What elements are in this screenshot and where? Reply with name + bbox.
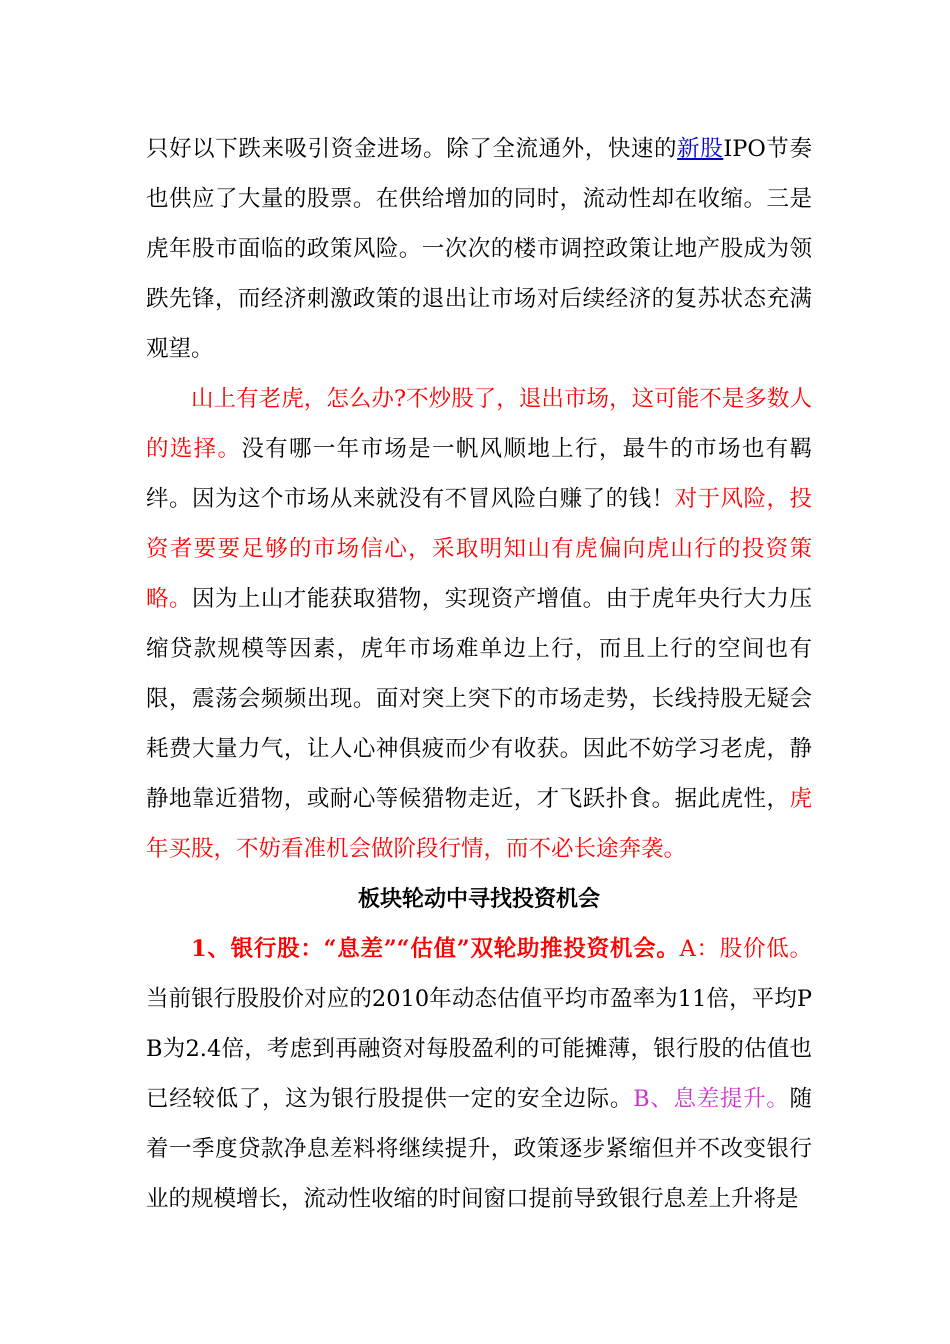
red-emphasis-text: A：股价低。 [679,936,812,962]
text-segment: 当前银行股股价对应的2010年动态估值平均市盈率为11倍，平均PB为2.4倍，考虑到再融资对每股盈利的可能摊薄，银行股的估值也已经较低了，这为银行股提供一定的安全边际。 [146,986,812,1112]
text-segment: 只好以下跌来吸引资金进场。除了全流通外，快速的 [146,136,678,162]
text-segment: 没有哪一年市场是一帆风顺地上行，最牛的市场也有羁绊。因为这个市场从来就没有不冒风险白赚了的钱！ [146,436,812,512]
section-heading-wrap [146,874,812,924]
paragraph-market-risks [146,124,812,374]
bank-stock-title: 1、银行股：“息差”“估值”双轮助推投资机会。 [191,936,680,962]
text-segment: 因为上山才能获取猎物，实现资产增值。由于虎年央行大力压缩贷款规模等因素，虎年市场难单边上行，而且上行的空间也有限，震荡会频频出现。面对突上突下的市场走势，长线持股无疑会耗费大量力气，让人心神俱疲而少有收获。因此不妨学习老虎，静静地靠近猎物，或耐心等候猎物走近，才飞跃扑食。据此虎性， [146,586,812,812]
red-emphasis-text: 山上有老虎，怎么办?不炒股了，退出市场，这可能不是多数人的选择。 [146,386,812,462]
text-segment: IPO节奏也供应了大量的股票。在供给增加的同时，流动性却在收缩。三是虎年股市面临的政策风险。一次次的楼市调控政策让地产股成为领跌先锋，而经济刺激政策的退出让市场对后续经济的复苏状态充满观望。 [146,136,812,362]
text-segment: 随着一季度贷款净息差料将继续提升，政策逐步紧缩但并不改变银行业的规模增长，流动性收缩的时间窗口提前导致银行息差上升将是 [146,1086,812,1212]
magenta-emphasis-text: B、息差提升。 [633,1086,790,1112]
paragraph-bank-stocks [146,924,812,1224]
document-page [146,124,812,1224]
section-heading: 板块轮动中寻找投资机会 [357,886,600,912]
paragraph-tiger-strategy [146,374,812,874]
new-stock-link[interactable]: 新股 [677,136,724,162]
red-emphasis-text: 虎年买股，不妨看准机会做阶段行情，而不必长途奔袭。 [146,786,812,862]
red-emphasis-text: 对于风险，投资者要要足够的市场信心，采取明知山有虎偏向虎山行的投资策略。 [146,486,812,612]
